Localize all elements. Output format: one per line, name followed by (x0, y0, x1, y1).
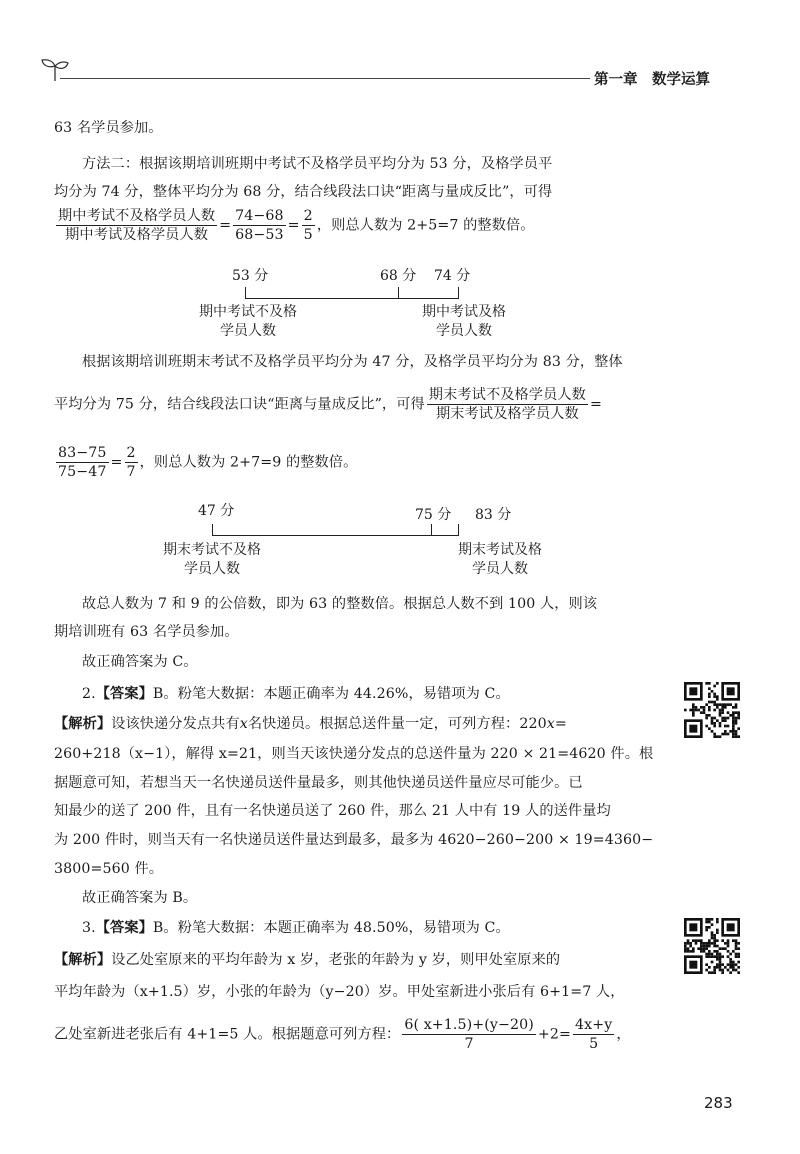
fraction: $\frac{6( x+1.5)+(y-20)}{7}$ (404, 1017, 534, 1052)
analysis-line: 【解析】设该快递分发点共有x名快递员。根据总送件量一定，可列方程：220x= (54, 716, 567, 732)
tick (398, 287, 399, 299)
right-caption: 期末考试及格 学员人数 (458, 542, 542, 577)
text-line: 260+218（x−1），解得 x=21，则当天该快递分发点的总送件量为 220 × 21=4620 件。根 (54, 746, 654, 762)
formula-line: 平均分为 75 分，结合线段法口诀“距离与量成反比”，可得 $\frac{\text{期末考试不及格学员人数}}{\text{期末考试及格学员人数}}$ = (54, 387, 602, 422)
left-value: 53 分 (232, 268, 269, 284)
left-caption: 期末考试不及格 学员人数 (163, 542, 261, 577)
tick (212, 524, 213, 536)
right-value: 83 分 (475, 507, 512, 523)
fraction: $\frac{74-68}{68-53}$ (235, 208, 284, 243)
left-caption: 期中考试不及格 学员人数 (199, 304, 297, 339)
formula-line: $\frac{83-75}{75-47}$ = $\frac{2}{7}$ ，则总人数为 2+7=9 的整数倍。 (58, 445, 358, 480)
formula-line: $\frac{\text{期中考试不及格学员人数}}{\text{期中考试及格学员人数}}$ = $\frac{74-68}{68-53}$ = $\frac{2}{5}$ ，则总人数为 2+5=7 的整数倍。 (58, 208, 535, 243)
tick (245, 287, 246, 299)
segment-line (212, 535, 458, 536)
analysis-line: 【解析】设乙处室原来的平均年龄为 x 岁，老张的年龄为 y 岁，则甲处室原来的 (54, 952, 561, 968)
chapter-title: 第一章 数学运算 (594, 72, 710, 88)
text-line: 故总人数为 7 和 9 的公倍数，即为 63 的整数倍。根据总人数不到 100 人，则该 (82, 596, 598, 612)
qr-code-icon[interactable] (684, 918, 740, 974)
text-line: 故正确答案为 C。 (82, 654, 198, 670)
fraction: $\frac{\text{期末考试不及格学员人数}}{\text{期末考试及格学员人数}}$ (428, 387, 586, 422)
analysis-tag: 【解析】 (54, 952, 112, 968)
answer-line: 2.【答案】B。粉笔大数据：本题正确率为 44.26%，易错项为 C。 (82, 686, 510, 702)
page-number: 283 (704, 1094, 733, 1112)
answer-tag: 【答案】 (95, 686, 153, 702)
qr-code-icon[interactable] (684, 682, 740, 738)
tick (458, 524, 459, 536)
answer-tag: 【答案】 (95, 920, 153, 936)
tick (431, 524, 432, 536)
tick (458, 287, 459, 299)
segment-line (245, 298, 458, 299)
text-line: 方法二：根据该期培训班期中考试不及格学员平均分为 53 分，及格学员平 (82, 156, 553, 172)
fraction: $\frac{4x+y}{5}$ (575, 1017, 613, 1052)
text-line: 故正确答案为 B。 (82, 890, 198, 906)
mid-value: 68 分 (380, 268, 417, 284)
fraction: $\frac{2}{5}$ (303, 208, 313, 243)
fraction: $\frac{\text{期中考试不及格学员人数}}{\text{期中考试及格学员人数}}$ (58, 208, 216, 243)
text-line: 根据该期培训班期末考试不及格学员平均分为 47 分，及格学员平均分为 83 分，整体 (82, 354, 623, 370)
text-line: 为 200 件时，则当天有一名快递员送件量达到最多，最多为 4620−260−200 × 19=4360− (54, 832, 654, 848)
analysis-tag: 【解析】 (54, 716, 112, 732)
fraction: $\frac{83-75}{75-47}$ (58, 445, 107, 480)
text-line: 知最少的送了 200 件，且有一名快递员送了 260 件，那么 21 人中有 19 人的送件量均 (54, 803, 611, 819)
right-caption: 期中考试及格 学员人数 (422, 304, 506, 339)
fraction: $\frac{2}{7}$ (126, 445, 136, 480)
text-line: 据题意可知，若想当天一名快递员送件量最多，则其他快递员送件量应尽可能少。已 (54, 775, 583, 791)
right-value: 74 分 (434, 268, 471, 284)
left-value: 47 分 (198, 503, 235, 519)
formula-line: 乙处室新进老张后有 4+1=5 人。根据题意可列方程： $\frac{6( x+1.5)+(y-20)}{7}$ +2= $\frac{4x+y}{5}$ ， (54, 1017, 631, 1052)
text-line: 平均年龄为（x+1.5）岁，小张的年龄为（y−20）岁。甲处室新进小张后有 6+1=7 人， (54, 984, 625, 1000)
mid-value: 75 分 (415, 507, 452, 523)
text-line: 均分为 74 分，整体平均分为 68 分，结合线段法口诀“距离与量成反比”，可得 (54, 184, 553, 200)
text-line: 63 名学员参加。 (54, 120, 163, 136)
text-line: 期培训班有 63 名学员参加。 (54, 624, 239, 640)
text-line: 3800=560 件。 (54, 861, 164, 877)
header-rule (60, 78, 590, 79)
answer-line: 3.【答案】B。粉笔大数据：本题正确率为 48.50%，易错项为 C。 (82, 920, 510, 936)
